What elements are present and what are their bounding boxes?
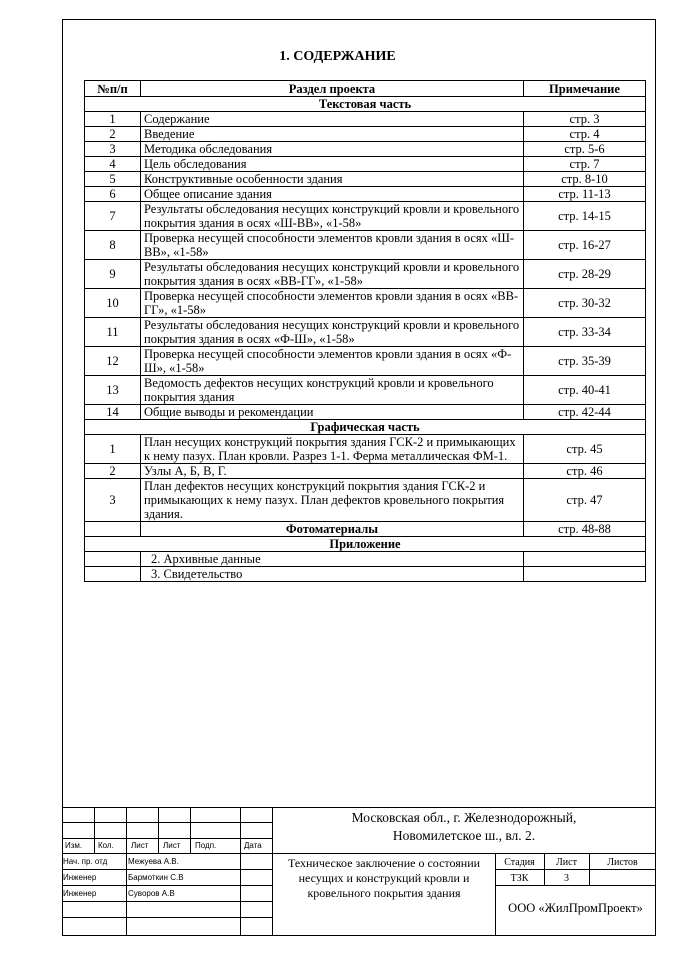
section-graphic-part	[85, 420, 646, 435]
col-label-izm: Изм.	[65, 841, 83, 850]
table-row	[85, 157, 646, 172]
sheet-label: Лист	[556, 857, 577, 868]
person-role: Инженер	[63, 873, 97, 882]
table-row	[85, 187, 646, 202]
header-note: Примечание	[524, 81, 646, 97]
row-pages	[524, 552, 646, 567]
table-row	[85, 479, 646, 522]
person-name: Бармоткин С.В	[128, 873, 184, 882]
stamp-line	[190, 807, 191, 853]
row-section-title: Результаты обследования несущих конструкций кровли и кровельного покрытия здания в осях «Ш-ВВ», «1-58»	[141, 202, 524, 231]
stamp-line	[62, 807, 656, 808]
row-number: 2	[85, 464, 141, 479]
row-number	[85, 522, 141, 537]
row-section-title: План несущих конструкций покрытия здания ГСК-2 и примыкающих к нему пазух. План кровли. Разрез 1-1. Ферма металлическая ФМ-1.	[141, 435, 524, 464]
row-section-title: Узлы А, Б, В, Г.	[141, 464, 524, 479]
row-pages: стр. 4	[524, 127, 646, 142]
row-number: 3	[85, 479, 141, 522]
document-title: Техническое заключение о состоянии несущих и конструкций кровли и кровельного покрытия здания	[287, 856, 481, 900]
row-section-title: Результаты обследования несущих конструкций кровли и кровельного покрытия здания в осях «Ф-Ш», «1-58»	[141, 318, 524, 347]
row-pages: стр. 30-32	[524, 289, 646, 318]
sheet-value: 3	[564, 873, 569, 884]
stage-value: ТЗК	[510, 873, 529, 884]
table-row	[85, 567, 646, 582]
table-row	[85, 347, 646, 376]
table-row	[85, 435, 646, 464]
row-section-title: План дефектов несущих конструкций покрытия здания ГСК-2 и примыкающих к нему пазух. План дефектов кровельного покрытия здания.	[141, 479, 524, 522]
row-pages: стр. 45	[524, 435, 646, 464]
row-pages: стр. 14-15	[524, 202, 646, 231]
col-label-list: Лист	[131, 841, 149, 850]
col-label-kol: Кол.	[98, 841, 114, 850]
row-number	[85, 567, 141, 582]
row-number: 6	[85, 187, 141, 202]
stamp-line	[62, 853, 656, 854]
person-name: Суворов А.В	[128, 889, 175, 898]
appendix-item: 3. Свидетельство	[141, 567, 524, 582]
row-number: 10	[85, 289, 141, 318]
row-number: 1	[85, 112, 141, 127]
section-appendix-label: Приложение	[85, 537, 646, 552]
row-section-title: Общие выводы и рекомендации	[141, 405, 524, 420]
stamp-line	[126, 807, 127, 936]
header-num: №п/п	[85, 81, 141, 97]
row-pages: стр. 7	[524, 157, 646, 172]
row-number: 14	[85, 405, 141, 420]
row-pages: стр. 5-6	[524, 142, 646, 157]
table-row	[85, 260, 646, 289]
col-label-list2: Лист	[163, 841, 181, 850]
table-row	[85, 552, 646, 567]
row-section-title: Проверка несущей способности элементов кровли здания в осях «Ш-ВВ», «1-58»	[141, 231, 524, 260]
row-pages: стр. 35-39	[524, 347, 646, 376]
row-pages: стр. 42-44	[524, 405, 646, 420]
company-name: ООО «ЖилПромПроект»	[508, 901, 643, 915]
table-row	[85, 142, 646, 157]
address	[272, 809, 656, 845]
row-number: 1	[85, 435, 141, 464]
address-line-1: Московская обл., г. Железнодорожный,	[351, 810, 577, 825]
table-row	[85, 289, 646, 318]
row-section-title: Введение	[141, 127, 524, 142]
photo-section-label: Фотоматериалы	[141, 522, 524, 537]
person-role: Нач. пр. отд	[63, 857, 108, 866]
stamp-line	[94, 807, 95, 853]
row-pages: стр. 47	[524, 479, 646, 522]
section-text-part	[85, 97, 646, 112]
appendix-item: 2. Архивные данные	[141, 552, 524, 567]
table-row	[85, 464, 646, 479]
stage-label: Стадия	[504, 857, 535, 868]
title-block	[62, 807, 656, 936]
table-row	[85, 318, 646, 347]
row-section-title: Проверка несущей способности элементов кровли здания в осях «Ф-Ш», «1-58»	[141, 347, 524, 376]
row-section-title: Цель обследования	[141, 157, 524, 172]
row-number: 11	[85, 318, 141, 347]
row-number	[85, 552, 141, 567]
row-number: 7	[85, 202, 141, 231]
header-section: Раздел проекта	[141, 81, 524, 97]
stamp-line	[495, 869, 656, 870]
row-pages: стр. 46	[524, 464, 646, 479]
row-number: 13	[85, 376, 141, 405]
table-row	[85, 127, 646, 142]
table-row	[85, 112, 646, 127]
row-pages: стр. 16-27	[524, 231, 646, 260]
table-body	[85, 97, 646, 582]
table-row-photos	[85, 522, 646, 537]
row-section-title: Содержание	[141, 112, 524, 127]
row-pages	[524, 567, 646, 582]
section-appendix	[85, 537, 646, 552]
row-pages: стр. 3	[524, 112, 646, 127]
section-graphic-part-label: Графическая часть	[85, 420, 646, 435]
stamp-line	[495, 885, 656, 886]
row-pages: стр. 33-34	[524, 318, 646, 347]
stamp-line	[158, 807, 159, 853]
row-section-title: Конструктивные особенности здания	[141, 172, 524, 187]
stamp-line	[240, 807, 241, 936]
row-pages: стр. 28-29	[524, 260, 646, 289]
row-number: 8	[85, 231, 141, 260]
row-number: 4	[85, 157, 141, 172]
section-text-part-label: Текстовая часть	[85, 97, 646, 112]
row-number: 9	[85, 260, 141, 289]
table-row	[85, 405, 646, 420]
col-label-data: Дата	[244, 841, 262, 850]
row-section-title: Общее описание здания	[141, 187, 524, 202]
row-section-title: Результаты обследования несущих конструкций кровли и кровельного покрытия здания в осях «ВВ-ГГ», «1-58»	[141, 260, 524, 289]
sheets-label: Листов	[607, 857, 638, 868]
row-section-title: Методика обследования	[141, 142, 524, 157]
row-number: 5	[85, 172, 141, 187]
address-line-2: Новомилетское ш., вл. 2.	[392, 828, 536, 843]
table-row	[85, 172, 646, 187]
row-pages: стр. 40-41	[524, 376, 646, 405]
col-label-podp: Подп.	[195, 841, 217, 850]
row-pages: стр. 8-10	[524, 172, 646, 187]
page-title: 1. СОДЕРЖАНИЕ	[279, 49, 396, 64]
photo-pages: стр. 48-88	[524, 522, 646, 537]
table-row	[85, 202, 646, 231]
person-role: Инженер	[63, 889, 97, 898]
table-header-row	[85, 81, 646, 97]
contents-table	[84, 80, 646, 582]
table-row	[85, 231, 646, 260]
row-number: 2	[85, 127, 141, 142]
row-number: 12	[85, 347, 141, 376]
row-section-title: Ведомость дефектов несущих конструкций кровли и кровельного покрытия здания	[141, 376, 524, 405]
row-number: 3	[85, 142, 141, 157]
person-name: Межуева А.В.	[128, 857, 179, 866]
row-pages: стр. 11-13	[524, 187, 646, 202]
row-section-title: Проверка несущей способности элементов кровли здания в осях «ВВ-ГГ», «1-58»	[141, 289, 524, 318]
table-row	[85, 376, 646, 405]
